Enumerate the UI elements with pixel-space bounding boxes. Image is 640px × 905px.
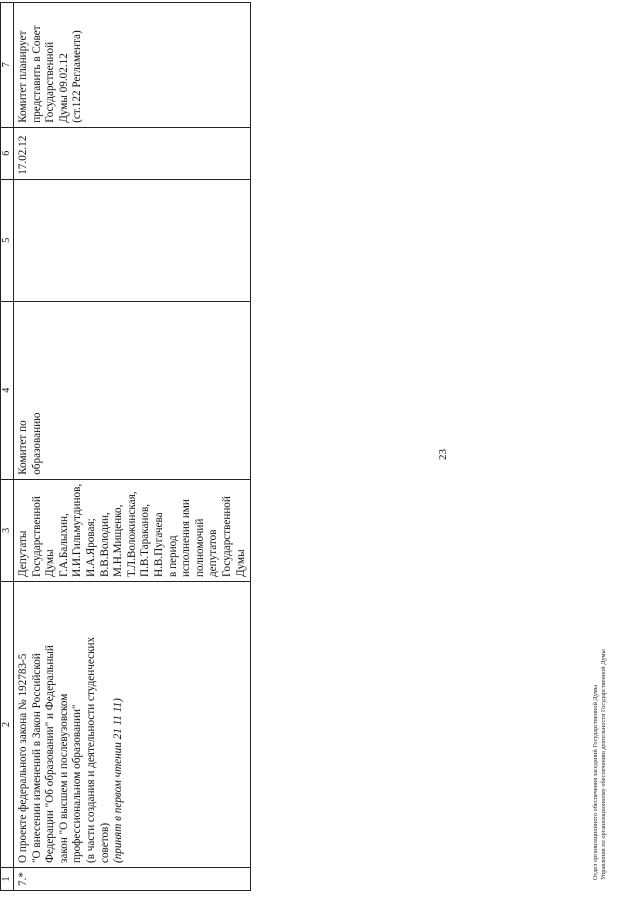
committee-cell — [14, 301, 251, 479]
author-line: Думы — [44, 549, 57, 578]
author-line: Государственной — [30, 496, 43, 578]
author-line: Думы — [234, 549, 247, 578]
author-line: В.В.Володин, — [98, 512, 111, 578]
bill-line: Федерации "Об образовании" и Федеральный — [44, 645, 57, 864]
author-line: И.А.Яровая; — [84, 518, 97, 578]
author-line: в период — [166, 535, 179, 578]
author-line: Г.А.Балыхин, — [57, 513, 70, 578]
date-cell: 17.02.12 — [14, 127, 251, 179]
header-cell-2: 2 — [1, 582, 14, 868]
author-line: депутатов — [207, 529, 220, 578]
bill-line: (в части создания и деятельности студенческих — [84, 636, 97, 864]
bill-status: (принят в первом чтении 21 11 11) — [112, 698, 125, 864]
author-line: полномочий — [193, 518, 206, 578]
header-cell-5: 5 — [1, 179, 14, 301]
table-header-row — [1, 2, 14, 890]
bill-line: профессиональном образовании" — [71, 704, 84, 864]
table-row — [14, 2, 251, 890]
bill-line: советов) — [98, 822, 111, 864]
row-number: 7.* — [14, 868, 251, 891]
bill-title-cell — [14, 582, 251, 868]
committee-line: Комитет по — [17, 420, 29, 475]
author-line: Т.Л.Воложинская, — [125, 491, 138, 578]
note-cell — [14, 2, 251, 127]
author-line: П.В.Тараканов, — [139, 503, 152, 578]
agenda-table — [0, 2, 251, 891]
author-line: М.Н.Мищенко, — [112, 504, 125, 578]
authors-cell — [14, 479, 251, 581]
note-line: Государственной — [44, 41, 57, 123]
note-line: представить в Совет — [30, 25, 43, 123]
author-line: И.И.Гильмутдинов, — [71, 483, 84, 578]
bill-line: закон "О высшем и послевузовском — [57, 693, 70, 864]
column-5-cell — [14, 179, 251, 301]
page-number: 23 — [437, 449, 449, 460]
bill-line: О проекте федерального закона № 192783-5 — [17, 653, 29, 864]
header-cell-4: 4 — [1, 301, 14, 479]
author-line: Государственной — [220, 496, 233, 578]
header-cell-6: 6 — [1, 127, 14, 179]
committee-line: образованию — [30, 412, 43, 475]
footer — [592, 649, 608, 880]
author-line: исполнения ими — [180, 499, 193, 578]
header-cell-7: 7 — [1, 2, 14, 127]
author-line: Н.В.Пугачева — [152, 512, 165, 578]
author-line: Депутаты — [17, 530, 29, 578]
header-cell-3: 3 — [1, 479, 14, 581]
note-line: Комитет планирует — [17, 30, 29, 123]
footer-line: Отдел организационного обеспечения заседаний Государственной Думы — [592, 685, 599, 880]
header-cell-1: 1 — [1, 868, 14, 891]
note-line: (ст.122 Регламента) — [71, 30, 84, 123]
bill-line: "О внесении изменений в Закон Российской — [30, 653, 43, 864]
footer-line: Управления по организационному обеспечению деятельности Государственной Думы — [600, 649, 607, 880]
note-line: Думы 09.02.12 — [57, 53, 70, 123]
